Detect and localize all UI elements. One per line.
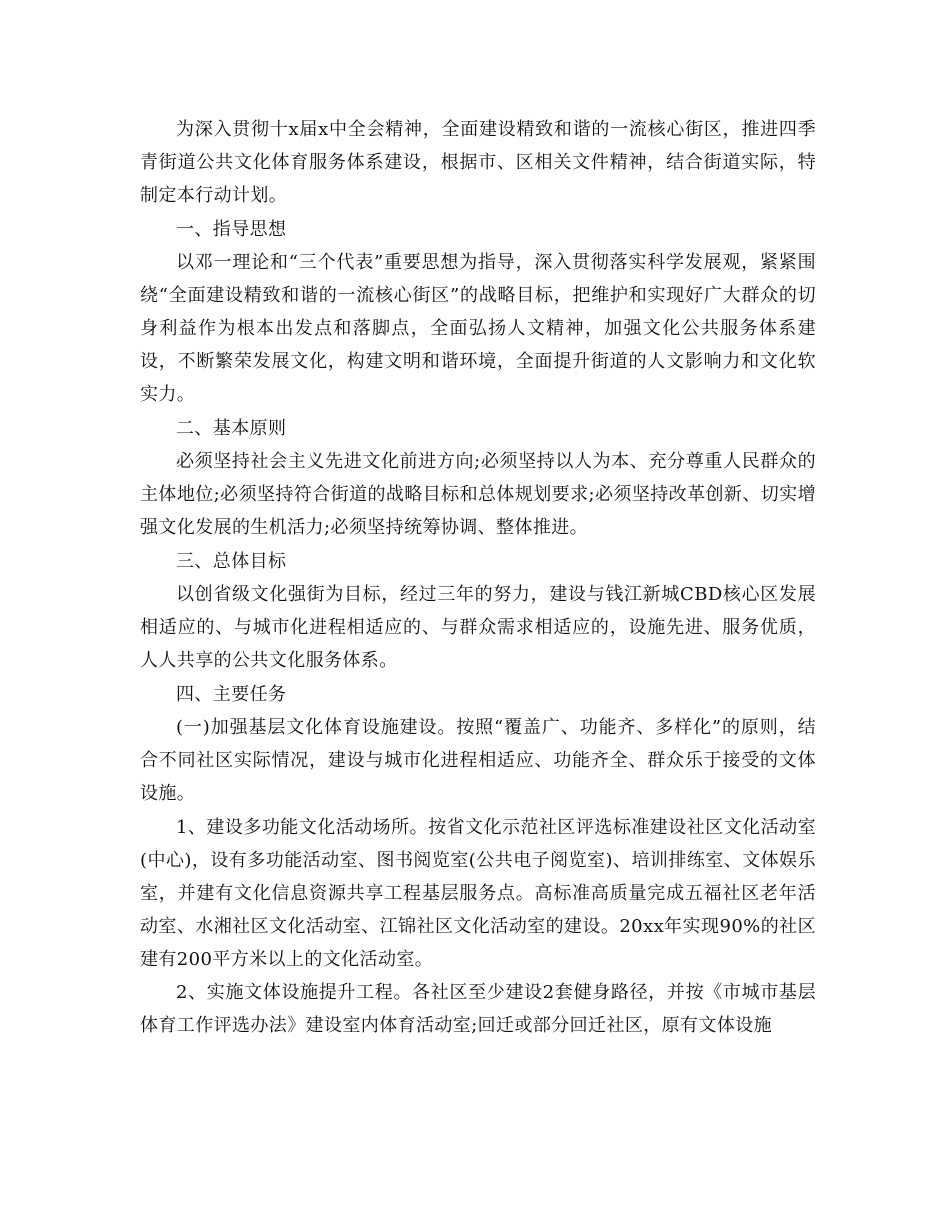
section-heading-basic-principles: 二、基本原则 [176, 417, 287, 439]
task-1-item-1-paragraph: 1、建设多功能文化活动场所。按省文化示范社区评选标准建设社区文化活动室(中心)，设有多功能活动室、图书阅览室(公共电子阅览室)、培训排练室、文体娱乐室，并建有文化信息资源共享工程基层服务点。高标准高质量完成五福社区老年活动室、水湘社区文化活动室、江锦社区文化活动室的建设。20xx年实现90%的社区建有200平方米以上的文化活动室。 [140, 816, 816, 970]
overall-goal-paragraph: 以创省级文化强街为目标，经过三年的努力，建设与钱江新城CBD核心区发展相适应的、与城市化进程相适应的、与群众需求相适应的，设施先进、服务优质，人人共享的公共文化服务体系。 [140, 584, 816, 671]
basic-principles-paragraph: 必须坚持社会主义先进文化前进方向;必须坚持以人为本、充分尊重人民群众的主体地位;必须坚持符合街道的战略目标和总体规划要求;必须坚持改革创新、切实增强文化发展的生机活力;必须坚持统筹协调、整体推进。 [140, 451, 816, 538]
intro-paragraph: 为深入贯彻十x届x中全会精神，全面建设精致和谐的一流核心街区，推进四季青街道公共文化体育服务体系建设，根据市、区相关文件精神，结合街道实际，特制定本行动计划。 [140, 119, 816, 206]
section-heading-main-tasks: 四、主要任务 [176, 683, 287, 705]
document-body [140, 113, 816, 1043]
section-heading-guiding-ideology: 一、指导思想 [176, 218, 287, 240]
section-heading-overall-goal: 三、总体目标 [176, 550, 287, 572]
task-1-paragraph: (一)加强基层文化体育设施建设。按照“覆盖广、功能齐、多样化”的原则，结合不同社区实际情况，建设与城市化进程相适应、功能齐全、群众乐于接受的文体设施。 [140, 717, 816, 804]
task-1-item-2-paragraph: 2、实施文体设施提升工程。各社区至少建设2套健身路径，并按《市城市基层体育工作评选办法》建设室内体育活动室;回迁或部分回迁社区，原有文体设施 [140, 982, 816, 1036]
guiding-ideology-paragraph: 以邓一理论和“三个代表”重要思想为指导，深入贯彻落实科学发展观，紧紧围绕“全面建设精致和谐的一流核心街区”的战略目标，把维护和实现好广大群众的切身利益作为根本出发点和落脚点，全面弘扬人文精神，加强文化公共服务体系建设，不断繁荣发展文化，构建文明和谐环境，全面提升街道的人文影响力和文化软实力。 [140, 252, 816, 405]
